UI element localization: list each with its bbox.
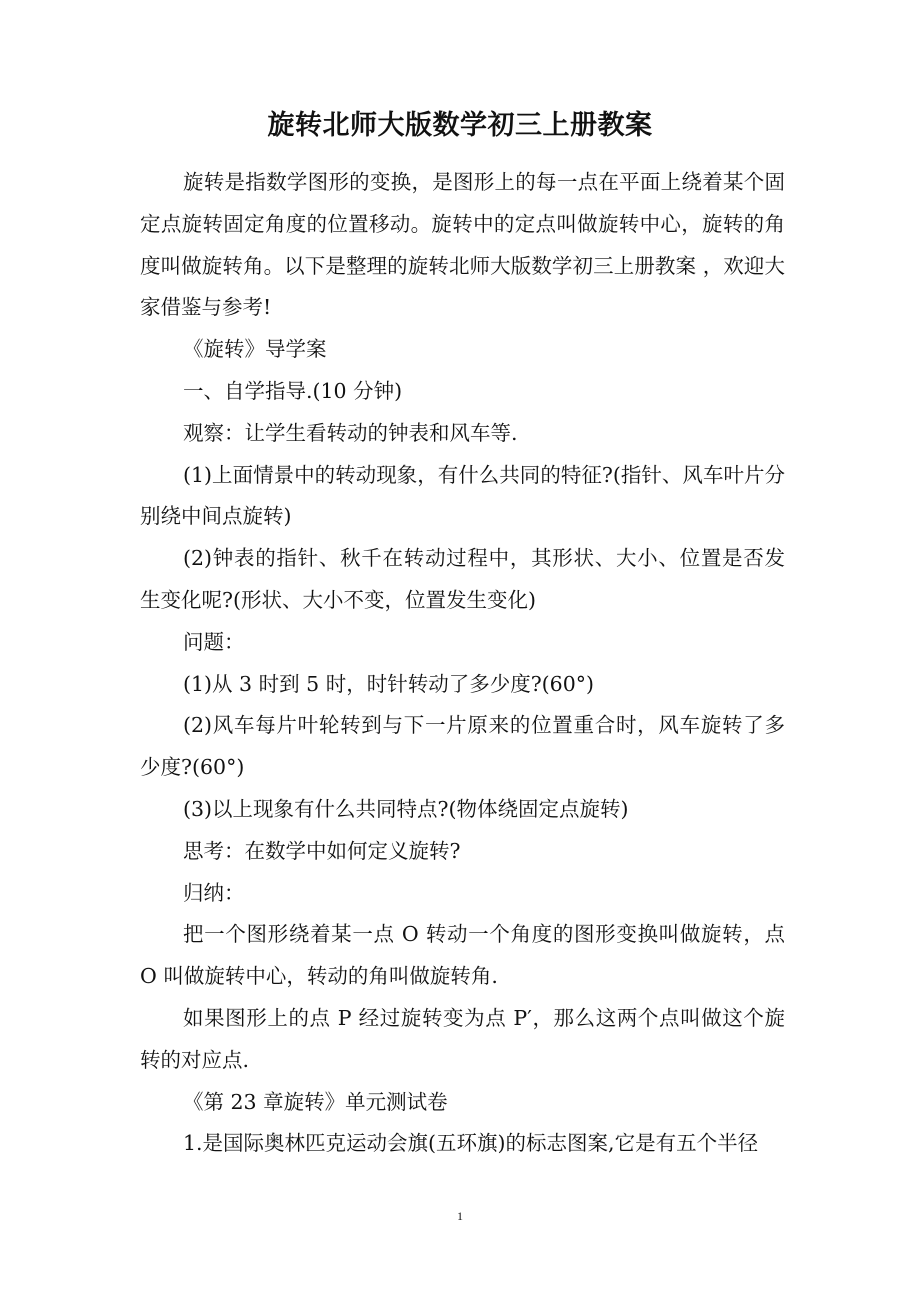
observation-paragraph: 观察：让学生看转动的钟表和风车等. [183, 420, 518, 445]
test-item-1: 1.是国际奥林匹克运动会旗(五环旗)的标志图案,它是有五个半径 [183, 1131, 759, 1156]
section-heading-guide: 《旋转》导学案 [183, 337, 327, 362]
problem-label: 问题： [183, 629, 245, 654]
think-paragraph: 思考：在数学中如何定义旋转? [183, 838, 461, 863]
problem-item-1: (1)从 3 时到 5 时，时针转动了多少度?(60°) [183, 671, 595, 696]
document-title: 旋转北师大版数学初三上册教案 [267, 110, 653, 141]
intro-paragraph: 旋转是指数学图形的变换，是图形上的每一点在平面上绕着某个固定点旋转固定角度的位置移动。旋转中的定点叫做旋转中心，旋转的角度叫做旋转角。以下是整理的旋转北师大版数学初三上册教案 ，欢迎大家借鉴与参考! [140, 170, 785, 320]
section-heading-test: 《第 23 章旋转》单元测试卷 [183, 1089, 448, 1114]
question-item-2: (2)钟表的指针、秋千在转动过程中，其形状、大小、位置是否发生变化呢?(形状、大小不变，位置发生变化) [140, 546, 785, 612]
problem-item-2: (2)风车每片叶轮转到与下一片原来的位置重合时，风车旋转了多少度?(60°) [140, 713, 785, 780]
corresponding-points-paragraph: 如果图形上的点 P 经过旋转变为点 P′，那么这两个点叫做这个旋转的对应点. [140, 1005, 785, 1072]
question-item-1: (1)上面情景中的转动现象，有什么共同的特征?(指针、风车叶片分别绕中间点旋转) [140, 462, 785, 529]
problem-item-3: (3)以上现象有什么共同特点?(物体绕固定点旋转) [183, 796, 629, 821]
definition-paragraph: 把一个图形绕着某一点 O 转动一个角度的图形变换叫做旋转，点 O 叫做旋转中心，转动的角叫做旋转角. [140, 922, 785, 989]
document-body [140, 162, 785, 1165]
page-number: 1 [457, 1209, 463, 1223]
summary-label: 归纳： [183, 880, 245, 905]
subsection-self-study: 一、自学指导.(10 分钟) [183, 378, 403, 403]
